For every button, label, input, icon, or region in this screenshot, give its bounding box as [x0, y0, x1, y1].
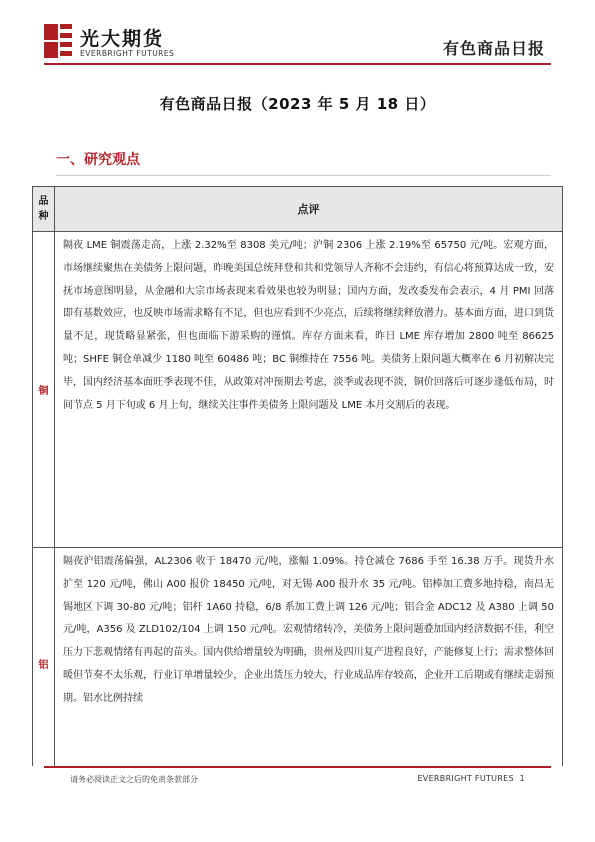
footer-disclaimer: 请务必阅读正文之后的免责条款部分 — [70, 775, 198, 784]
footer-brand-page — [417, 774, 525, 783]
everbright-logo-icon — [44, 24, 74, 60]
page-number: 1 — [519, 774, 525, 783]
section-heading: 一、研究观点 — [56, 152, 140, 168]
brand-name-en: EVERBRIGHT FUTURES — [80, 49, 175, 58]
brand-name-cn: 光大期货 — [80, 28, 165, 50]
research-table — [32, 186, 563, 766]
section-divider — [56, 175, 551, 176]
document-title: 有色商品日报（2023 年 5 月 18 日） — [159, 95, 436, 113]
page-header — [0, 0, 595, 70]
table-row — [33, 548, 562, 766]
commentary-aluminum: 隔夜沪铝震荡偏强，AL2306 收于 18470 元/吨，涨幅 1.09%。持仓减仓 7686 手至 16.38 万手。现货升水扩至 120 元/吨，佛山 A00 报价 18450 元/吨，对无锡 A00 报升水 35 元/吨。铝棒加工费多地持稳，南昌无锡地区下调 30-80 元/吨；铝杆 1A60 持稳，6/8 系加工费上调 126 元/吨；铝合金 ADC12 及 A380 上调 50 元/吨，A356 及 ZLD102/104 上调 150 元/吨。宏观情绪转冷，美债务上限问题叠加国内经济数据不佳，利空压力下悲观情绪有再起的苗头。国内供给增量较为明确，贵州及四川复产进程良好，产能修复上行；需求整体回暖但节奏不太乐观，行业订单增量较少，企业出货压力较大，行业成品库存较高，企业开工后期或有继续走弱预期。铝水比例持续 — [63, 556, 554, 704]
table-header-commodity: 品种 — [33, 187, 55, 231]
report-type: 有色商品日报 — [442, 39, 545, 58]
header-divider — [44, 63, 551, 65]
brand-logo — [44, 24, 184, 64]
commodity-label-aluminum: 铝 — [33, 548, 55, 766]
commodity-label-copper: 铜 — [33, 232, 55, 547]
footer-divider — [44, 766, 551, 768]
commentary-copper: 隔夜 LME 铜震荡走高，上涨 2.32%至 8308 美元/吨；沪铜 2306 上涨 2.19%至 65750 元/吨。宏观方面，市场继续聚焦在美债务上限问题，昨晚美国总统拜登和共和党领导人齐称不会违约，有信心将预算达成一致，安抚市场意图明显，从金融和大宗市场表现来看效果也较为明显；国内方面，发改委发布会表示，4 月 PMI 回落即有基数效应，也反映市场需求略有不足，但也应看到不少亮点，后续将继续释放潜力。基本面方面，进口到货量不足，现货略显紧张，但也面临下游采购的谨慎。库存方面来看，昨日 LME 库存增加 2800 吨至 86625 吨；SHFE 铜仓单减少 1180 吨至 60486 吨；BC 铜维持在 7556 吨。美债务上限问题大概率在 6 月初解决完毕，国内经济基本面旺季表现不佳，从政策对冲预期去考虑，淡季或表现不淡，铜价回落后可逐步逢低布局，时间节点 5 月下旬或 6 月上旬，继续关注事件美债务上限问题及 LME 本月交割后的表现。 — [63, 240, 554, 411]
footer-brand: EVERBRIGHT FUTURES — [417, 774, 514, 783]
table-header-commentary: 点评 — [297, 203, 320, 216]
table-header-row — [33, 187, 562, 232]
table-row — [33, 232, 562, 548]
